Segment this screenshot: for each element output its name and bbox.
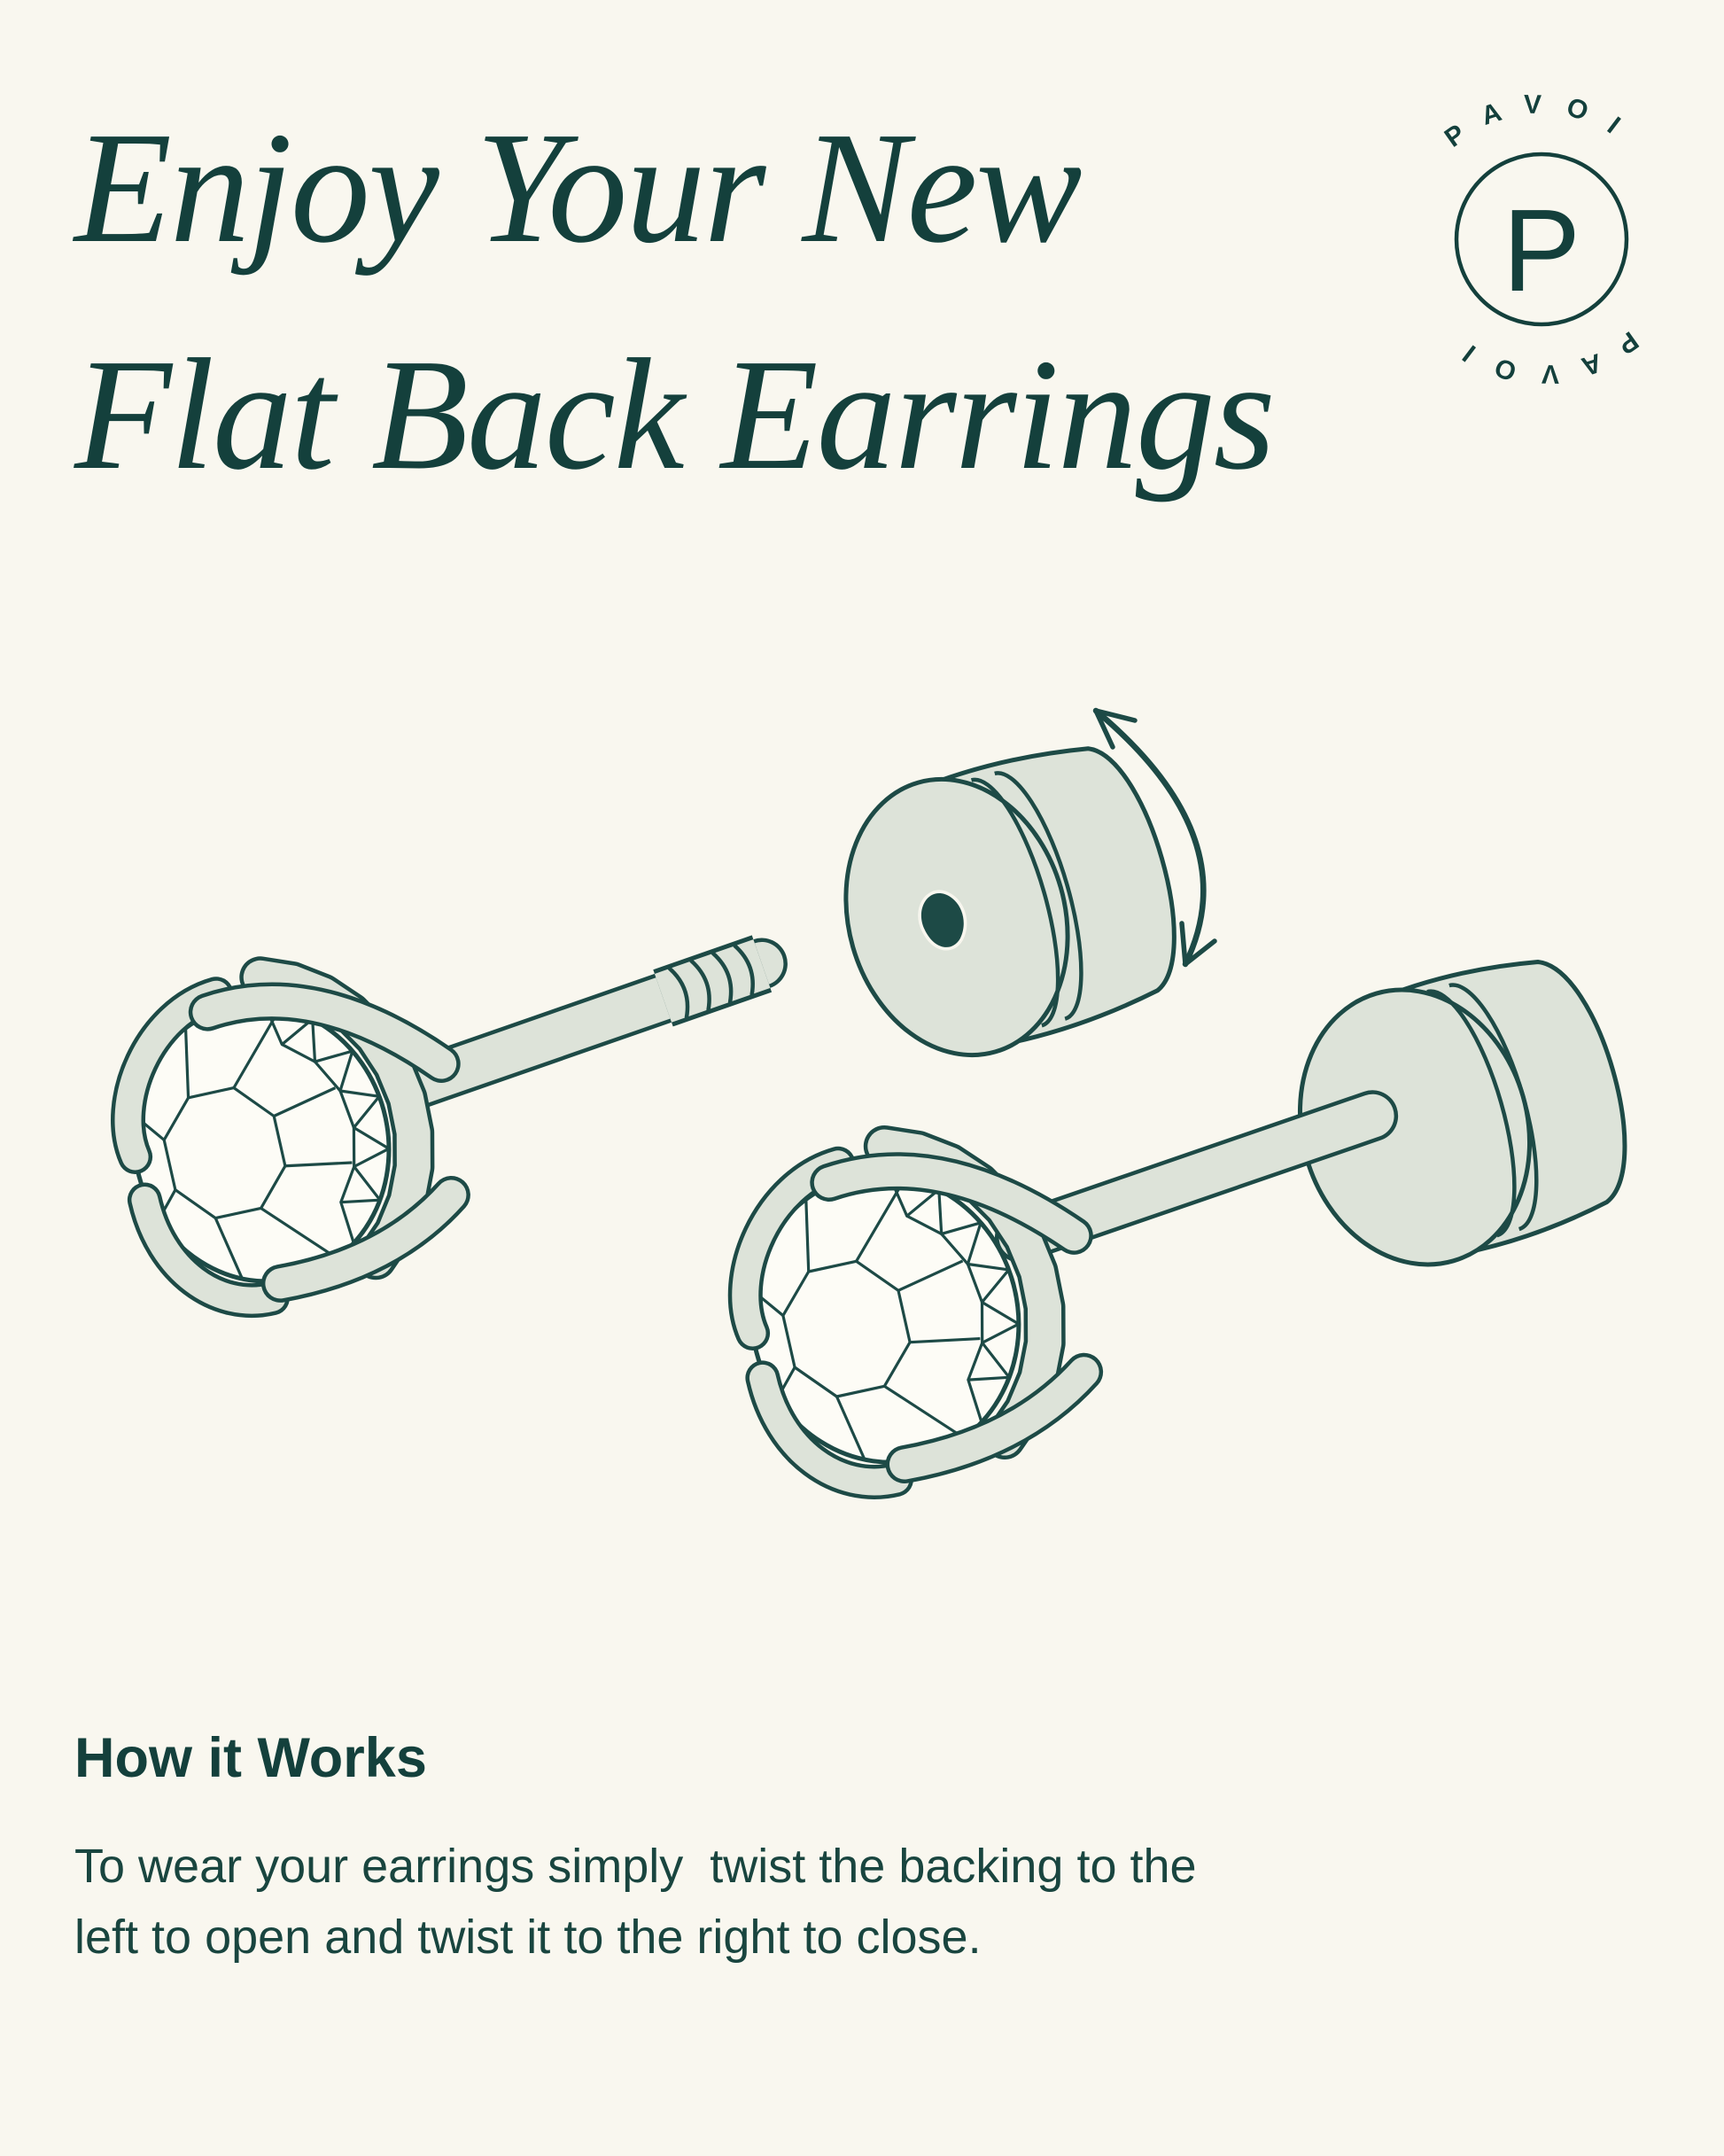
logo-monogram: P <box>1502 185 1581 315</box>
logo-arc-text-top: PAVOI <box>1439 90 1644 154</box>
page-title <box>74 74 1274 528</box>
gem-stud <box>103 976 451 1310</box>
assembled-gem-stud <box>719 1145 1084 1493</box>
how-it-works-body <box>74 1831 1456 1973</box>
how-it-works-section <box>74 1726 1456 1973</box>
stud-earring <box>103 946 762 1310</box>
pavoi-logo <box>1391 78 1692 401</box>
how-it-works-heading: How it Works <box>74 1727 427 1789</box>
earrings-diagram <box>0 576 1724 1622</box>
body-line-1: To wear your earrings simply twist the backing to the <box>74 1840 1197 1893</box>
assembled-earring <box>719 937 1651 1492</box>
title-line-1: Enjoy Your New <box>74 99 1081 276</box>
logo-arc-text-bottom: PAVOI <box>1439 324 1644 389</box>
threaded-post <box>415 946 762 1085</box>
title-line-2: Flat Back Earrings <box>74 326 1274 502</box>
body-line-2: left to open and twist it to the right to close. <box>74 1911 982 1964</box>
flat-back-disc <box>814 724 1200 1082</box>
